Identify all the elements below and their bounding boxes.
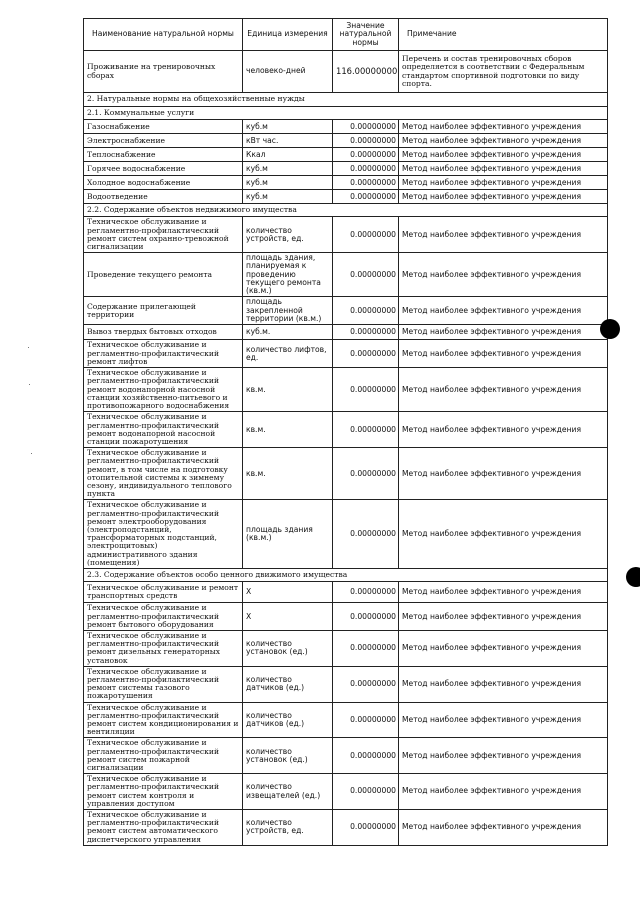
table-row <box>84 120 608 134</box>
row-note: Метод наиболее эффективного учреждения <box>399 630 608 666</box>
row-note: Метод наиболее эффективного учреждения <box>399 702 608 738</box>
row-value: 0.00000000 <box>333 630 399 666</box>
row-note: Метод наиболее эффективного учреждения <box>399 217 608 253</box>
row-unit: количество установок (ед.) <box>243 738 333 774</box>
norms-table <box>83 18 608 846</box>
row-name: Проведение текущего ремонта <box>84 253 243 297</box>
row-value: 0.00000000 <box>333 325 399 340</box>
table-row <box>84 148 608 162</box>
row-value: 0.00000000 <box>333 774 399 810</box>
row-value: 0.00000000 <box>333 162 399 176</box>
table-row <box>84 412 608 448</box>
row-unit: количество датчиков (ед.) <box>243 702 333 738</box>
table-row <box>84 134 608 148</box>
row-value: 0.00000000 <box>333 500 399 569</box>
header-value: Значение натуральной нормы <box>333 19 399 51</box>
table-row <box>84 176 608 190</box>
row-value: 0.00000000 <box>333 217 399 253</box>
row-note: Метод наиболее эффективного учреждения <box>399 340 608 368</box>
row-value: 0.00000000 <box>333 412 399 448</box>
row-unit: количество извещателей (ед.) <box>243 774 333 810</box>
scan-speck <box>28 347 29 348</box>
row-unit: человеко-дней <box>243 51 333 93</box>
row-unit: кв.м. <box>243 368 333 412</box>
row-name: Холодное водоснабжение <box>84 176 243 190</box>
row-note: Метод наиболее эффективного учреждения <box>399 774 608 810</box>
table-row <box>84 448 608 500</box>
subsection-title: 2.2. Содержание объектов недвижимого имущества <box>84 204 608 217</box>
row-unit: площадь здания (кв.м.) <box>243 500 333 569</box>
row-unit: количество устройств, ед. <box>243 217 333 253</box>
header-note: Примечание <box>399 19 608 51</box>
table-row <box>84 500 608 569</box>
row-unit: куб.м <box>243 190 333 204</box>
row-name: Техническое обслуживание и регламентно-профилактический ремонт водонапорной насосной станции пожаротушения <box>84 412 243 448</box>
subsection-row <box>84 569 608 582</box>
table-row <box>84 368 608 412</box>
row-unit: кв.м. <box>243 412 333 448</box>
row-name: Техническое обслуживание и регламентно-профилактический ремонт лифтов <box>84 340 243 368</box>
row-note: Метод наиболее эффективного учреждения <box>399 603 608 631</box>
row-name: Проживание на тренировочных сборах <box>84 51 243 93</box>
table-row <box>84 340 608 368</box>
subsection-title: 2.1. Коммунальные услуги <box>84 107 608 120</box>
row-value: 0.00000000 <box>333 253 399 297</box>
row-note: Метод наиболее эффективного учреждения <box>399 176 608 190</box>
table-row <box>84 253 608 297</box>
row-unit: куб.м <box>243 120 333 134</box>
row-name: Содержание прилегающей территории <box>84 297 243 325</box>
row-unit: куб.м <box>243 162 333 176</box>
row-name: Техническое обслуживание и регламентно-профилактический ремонт бытового оборудования <box>84 603 243 631</box>
table-row <box>84 630 608 666</box>
row-note: Метод наиболее эффективного учреждения <box>399 738 608 774</box>
row-note: Метод наиболее эффективного учреждения <box>399 148 608 162</box>
row-note: Метод наиболее эффективного учреждения <box>399 297 608 325</box>
row-name: Техническое обслуживание и регламентно-профилактический ремонт, в том числе на подготовку отопительной системы к зимнему сезону, индивидуального теплового пункта <box>84 448 243 500</box>
row-unit: площадь закрепленной территории (кв.м.) <box>243 297 333 325</box>
row-name: Техническое обслуживание и регламентно-профилактический ремонт электрооборудования (электроподстанций, трансформаторных подстанций, электрощитовых) административного здания (помещения) <box>84 500 243 569</box>
row-unit: Ккал <box>243 148 333 162</box>
row-value: 0.00000000 <box>333 702 399 738</box>
row-name: Техническое обслуживание и регламентно-профилактический ремонт систем охранно-тревожной сигнализации <box>84 217 243 253</box>
row-note: Метод наиболее эффективного учреждения <box>399 162 608 176</box>
row-value: 0.00000000 <box>333 368 399 412</box>
row-value: 0.00000000 <box>333 448 399 500</box>
table-row <box>84 666 608 702</box>
punch-hole-dot <box>626 567 640 587</box>
table-row <box>84 217 608 253</box>
scan-speck <box>29 384 30 385</box>
table-row <box>84 582 608 603</box>
row-note: Метод наиболее эффективного учреждения <box>399 134 608 148</box>
row-name: Техническое обслуживание и регламентно-профилактический ремонт системы газового пожаротушения <box>84 666 243 702</box>
row-name: Техническое обслуживание и регламентно-профилактический ремонт систем пожарной сигнализации <box>84 738 243 774</box>
row-name: Техническое обслуживание и регламентно-профилактический ремонт систем контроля и управления доступом <box>84 774 243 810</box>
row-name: Техническое обслуживание и регламентно-профилактический ремонт систем автоматического диспетчерского управления <box>84 809 243 845</box>
row-unit: площадь здания, планируемая к проведению текущего ремонта (кв.м.) <box>243 253 333 297</box>
table-row <box>84 603 608 631</box>
section-row <box>84 93 608 107</box>
row-note: Метод наиболее эффективного учреждения <box>399 253 608 297</box>
row-value: 0.00000000 <box>333 809 399 845</box>
row-value: 0.00000000 <box>333 176 399 190</box>
row-note: Метод наиболее эффективного учреждения <box>399 809 608 845</box>
row-name: Теплоснабжение <box>84 148 243 162</box>
scan-speck <box>31 453 32 454</box>
table-row <box>84 325 608 340</box>
table-row <box>84 162 608 176</box>
punch-hole-dot <box>600 319 620 339</box>
header-name: Наименование натуральной нормы <box>84 19 243 51</box>
row-value: 0.00000000 <box>333 582 399 603</box>
row-unit: количество устройств, ед. <box>243 809 333 845</box>
row-name: Техническое обслуживание и регламентно-профилактический ремонт водонапорной насосной станции хозяйственно-питьевого и противопожарного водоснабжения <box>84 368 243 412</box>
header-row <box>84 19 608 51</box>
subsection-row <box>84 204 608 217</box>
row-note: Метод наиболее эффективного учреждения <box>399 120 608 134</box>
row-value: 0.00000000 <box>333 738 399 774</box>
row-value: 0.00000000 <box>333 120 399 134</box>
row-name: Техническое обслуживание и регламентно-профилактический ремонт дизельных генераторных установок <box>84 630 243 666</box>
row-value: 0.00000000 <box>333 340 399 368</box>
subsection-title: 2.3. Содержание объектов особо ценного движимого имущества <box>84 569 608 582</box>
row-name: Водоотведение <box>84 190 243 204</box>
section-title: 2. Натуральные нормы на общехозяйственные нужды <box>84 93 608 107</box>
row-note: Метод наиболее эффективного учреждения <box>399 448 608 500</box>
row-note: Метод наиболее эффективного учреждения <box>399 190 608 204</box>
row-name: Вывоз твердых бытовых отходов <box>84 325 243 340</box>
row-unit: куб.м. <box>243 325 333 340</box>
table-row <box>84 297 608 325</box>
row-unit: кв.м. <box>243 448 333 500</box>
row-unit: кВт час. <box>243 134 333 148</box>
row-note: Метод наиболее эффективного учреждения <box>399 412 608 448</box>
row-value: 0.00000000 <box>333 190 399 204</box>
table-row <box>84 51 608 93</box>
row-unit: количество датчиков (ед.) <box>243 666 333 702</box>
table-row <box>84 190 608 204</box>
row-name: Электроснабжение <box>84 134 243 148</box>
row-value: 0.00000000 <box>333 148 399 162</box>
table-row <box>84 774 608 810</box>
row-value: 116.00000000 <box>333 51 399 93</box>
row-value: 0.00000000 <box>333 603 399 631</box>
row-note: Метод наиболее эффективного учреждения <box>399 666 608 702</box>
row-note: Метод наиболее эффективного учреждения <box>399 325 608 340</box>
subsection-row <box>84 107 608 120</box>
row-value: 0.00000000 <box>333 134 399 148</box>
row-name: Техническое обслуживание и ремонт транспортных средств <box>84 582 243 603</box>
row-note: Метод наиболее эффективного учреждения <box>399 500 608 569</box>
row-note: Перечень и состав тренировочных сборов определяется в соответствии с Федеральным стандартом спортивной подготовки по виду спорта. <box>399 51 608 93</box>
row-name: Горячее водоснабжение <box>84 162 243 176</box>
row-note: Метод наиболее эффективного учреждения <box>399 582 608 603</box>
row-name: Газоснабжение <box>84 120 243 134</box>
row-unit: куб.м <box>243 176 333 190</box>
row-unit: количество установок (ед.) <box>243 630 333 666</box>
row-value: 0.00000000 <box>333 666 399 702</box>
header-unit: Единица измерения <box>243 19 333 51</box>
row-name: Техническое обслуживание и регламентно-профилактический ремонт систем кондиционирования и вентиляции <box>84 702 243 738</box>
row-value: 0.00000000 <box>333 297 399 325</box>
table-row <box>84 702 608 738</box>
table-row <box>84 809 608 845</box>
row-unit: X <box>243 582 333 603</box>
row-unit: X <box>243 603 333 631</box>
row-unit: количество лифтов, ед. <box>243 340 333 368</box>
table-row <box>84 738 608 774</box>
row-note: Метод наиболее эффективного учреждения <box>399 368 608 412</box>
